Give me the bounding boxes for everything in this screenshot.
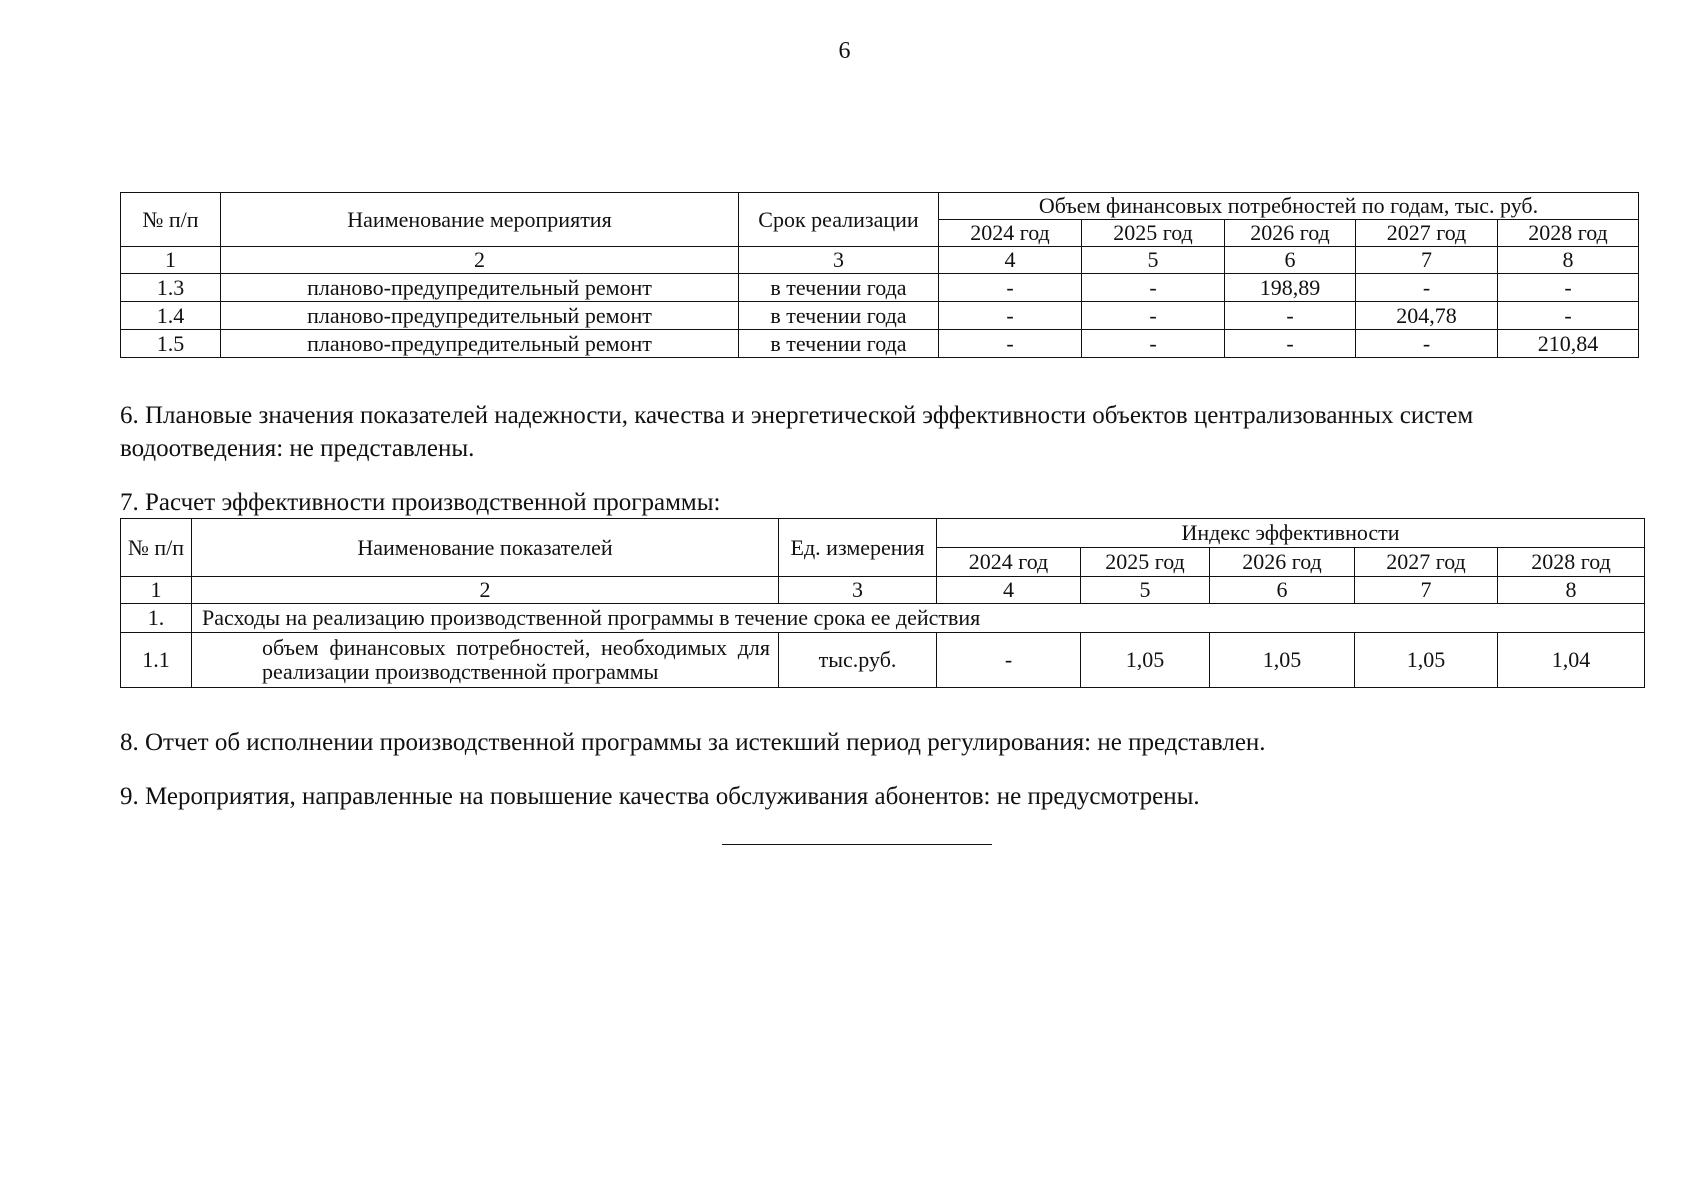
table-row	[121, 330, 1639, 358]
column-number: 2	[221, 247, 739, 274]
cell-value: -	[1356, 330, 1498, 358]
table-row	[121, 633, 1645, 688]
cell-value: -	[939, 274, 1082, 302]
header-year: 2027 год	[1355, 548, 1498, 577]
cell-value: -	[939, 330, 1082, 358]
column-number: 3	[779, 577, 937, 604]
column-number: 2	[192, 577, 779, 604]
section-6-paragraph: 6. Плановые значения показателей надежности, качества и энергетической эффективности объектов централизованных систем водоотведения: не представлены.	[120, 402, 1474, 462]
column-number: 8	[1498, 247, 1639, 274]
cell-value: -	[1082, 302, 1225, 330]
cell-value: -	[937, 633, 1081, 688]
header-year: 2026 год	[1225, 220, 1356, 247]
header-efficiency-index: Индекс эффективности	[937, 519, 1645, 548]
cell-name: планово-предупредительный ремонт	[221, 274, 739, 302]
cell-value: 1,05	[1355, 633, 1498, 688]
header-year: 2024 год	[937, 548, 1081, 577]
cell-indicator-name: объем финансовых потребностей, необходимых для реализации производственной программы	[192, 633, 779, 688]
header-year: 2024 год	[939, 220, 1082, 247]
cell-value: -	[1225, 302, 1356, 330]
header-year: 2027 год	[1356, 220, 1498, 247]
cell-term: в течении года	[739, 274, 939, 302]
header-event-name: Наименование мероприятия	[221, 193, 739, 247]
header-year: 2025 год	[1081, 548, 1210, 577]
header-financial-volume: Объем финансовых потребностей по годам, тыс. руб.	[939, 193, 1639, 220]
column-number-row	[121, 247, 1639, 274]
column-number: 7	[1355, 577, 1498, 604]
cell-value: -	[1356, 274, 1498, 302]
cell-num: 1.3	[121, 274, 221, 302]
cell-value: 1,04	[1498, 633, 1645, 688]
cell-num: 1.	[121, 604, 192, 633]
cell-term: в течении года	[739, 330, 939, 358]
section-7-title: 7. Расчет эффективности производственной программы:	[120, 489, 721, 516]
closing-divider	[722, 844, 992, 845]
cell-name: планово-предупредительный ремонт	[221, 330, 739, 358]
column-number: 3	[739, 247, 939, 274]
cell-value: -	[1498, 302, 1639, 330]
cell-value: 204,78	[1356, 302, 1498, 330]
column-number: 6	[1225, 247, 1356, 274]
cell-value: -	[1225, 330, 1356, 358]
column-number: 7	[1356, 247, 1498, 274]
header-num: № п/п	[121, 193, 221, 247]
cell-name: планово-предупредительный ремонт	[221, 302, 739, 330]
table-header-row	[121, 193, 1639, 220]
efficiency-table	[120, 518, 1645, 688]
column-number: 1	[121, 577, 192, 604]
header-term: Срок реализации	[739, 193, 939, 247]
column-number: 5	[1082, 247, 1225, 274]
section-title: Расходы на реализацию производственной программы в течение срока ее действия	[192, 604, 1645, 633]
cell-value: 1,05	[1210, 633, 1355, 688]
cell-value: -	[1082, 330, 1225, 358]
section-row	[121, 604, 1645, 633]
section-8-paragraph: 8. Отчет об исполнении производственной программы за истекший период регулирования: не представлен.	[120, 729, 1266, 756]
financial-needs-table	[120, 192, 1639, 358]
column-number: 4	[937, 577, 1081, 604]
cell-term: в течении года	[739, 302, 939, 330]
cell-value: -	[1082, 274, 1225, 302]
column-number: 4	[939, 247, 1082, 274]
header-year: 2028 год	[1498, 548, 1645, 577]
column-number: 8	[1498, 577, 1645, 604]
cell-value: -	[939, 302, 1082, 330]
section-9-paragraph: 9. Мероприятия, направленные на повышение качества обслуживания абонентов: не предусмотрены.	[120, 783, 1200, 810]
cell-num: 1.5	[121, 330, 221, 358]
header-year: 2025 год	[1082, 220, 1225, 247]
column-number: 1	[121, 247, 221, 274]
header-num: № п/п	[121, 519, 192, 577]
table-row	[121, 274, 1639, 302]
column-number: 6	[1210, 577, 1355, 604]
header-year: 2026 год	[1210, 548, 1355, 577]
cell-value: 198,89	[1225, 274, 1356, 302]
header-unit: Ед. измерения	[779, 519, 937, 577]
table-header-row	[121, 519, 1645, 548]
page-number: 6	[838, 38, 851, 64]
header-indicator-name: Наименование показателей	[192, 519, 779, 577]
cell-num: 1.4	[121, 302, 221, 330]
header-year: 2028 год	[1498, 220, 1639, 247]
cell-unit: тыс.руб.	[779, 633, 937, 688]
table-row	[121, 302, 1639, 330]
column-number-row	[121, 577, 1645, 604]
column-number: 5	[1081, 577, 1210, 604]
cell-value: 1,05	[1081, 633, 1210, 688]
cell-value: 210,84	[1498, 330, 1639, 358]
cell-value: -	[1498, 274, 1639, 302]
cell-num: 1.1	[121, 633, 192, 688]
